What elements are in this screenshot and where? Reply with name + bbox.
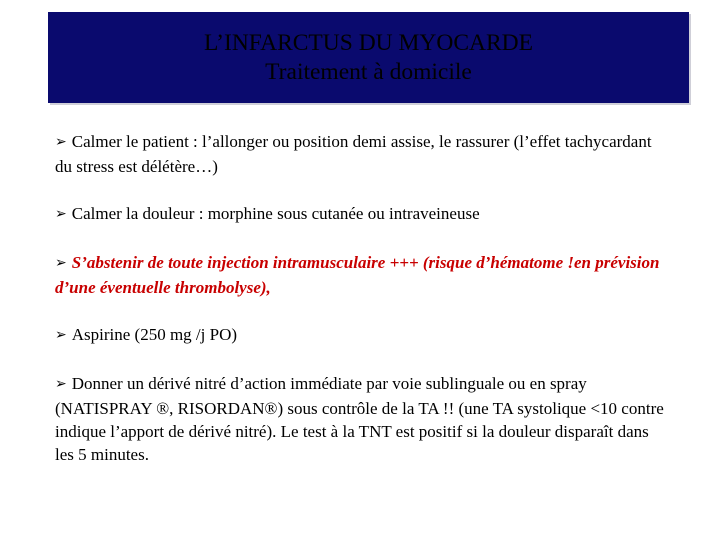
title-banner (48, 12, 689, 103)
arrow-bullet-icon: ➢ (55, 206, 67, 222)
bullet-no-im-injection (55, 251, 665, 299)
bullet-text: Aspirine (250 mg /j PO) (71, 325, 238, 344)
arrow-bullet-icon: ➢ (55, 327, 67, 343)
bullet-text: Calmer le patient : l’allonger ou position demi assise, le rassurer (l’effet tachycardant du stress est délétère…) (55, 132, 652, 176)
slide-subtitle: Traitement à domicile (265, 59, 472, 85)
bullet-calm-patient (55, 130, 665, 178)
bullet-text: Donner un dérivé nitré d’action immédiate par voie sublinguale ou en spray (NATISPRAY ®, RISORDAN®) sous contrôle de la TA !! (une TA systolique <10 contre indique l’apport de dérivé nitré). Le test à la TNT est positif si la douleur disparaît dans les 5 minutes. (55, 374, 664, 464)
bullet-pain-relief (55, 202, 665, 227)
arrow-bullet-icon: ➢ (55, 376, 67, 392)
arrow-bullet-icon: ➢ (55, 255, 67, 271)
bullet-text-warning: S’abstenir de toute injection intramusculaire +++ (risque d’hématome !en prévision d’une éventuelle thrombolyse), (55, 253, 660, 297)
bullet-nitrate (55, 372, 665, 466)
bullet-text: Calmer la douleur : morphine sous cutanée ou intraveineuse (71, 204, 480, 223)
slide-title: L’INFARCTUS DU MYOCARDE (203, 30, 534, 56)
bullet-aspirin (55, 323, 665, 348)
arrow-bullet-icon: ➢ (55, 134, 67, 150)
